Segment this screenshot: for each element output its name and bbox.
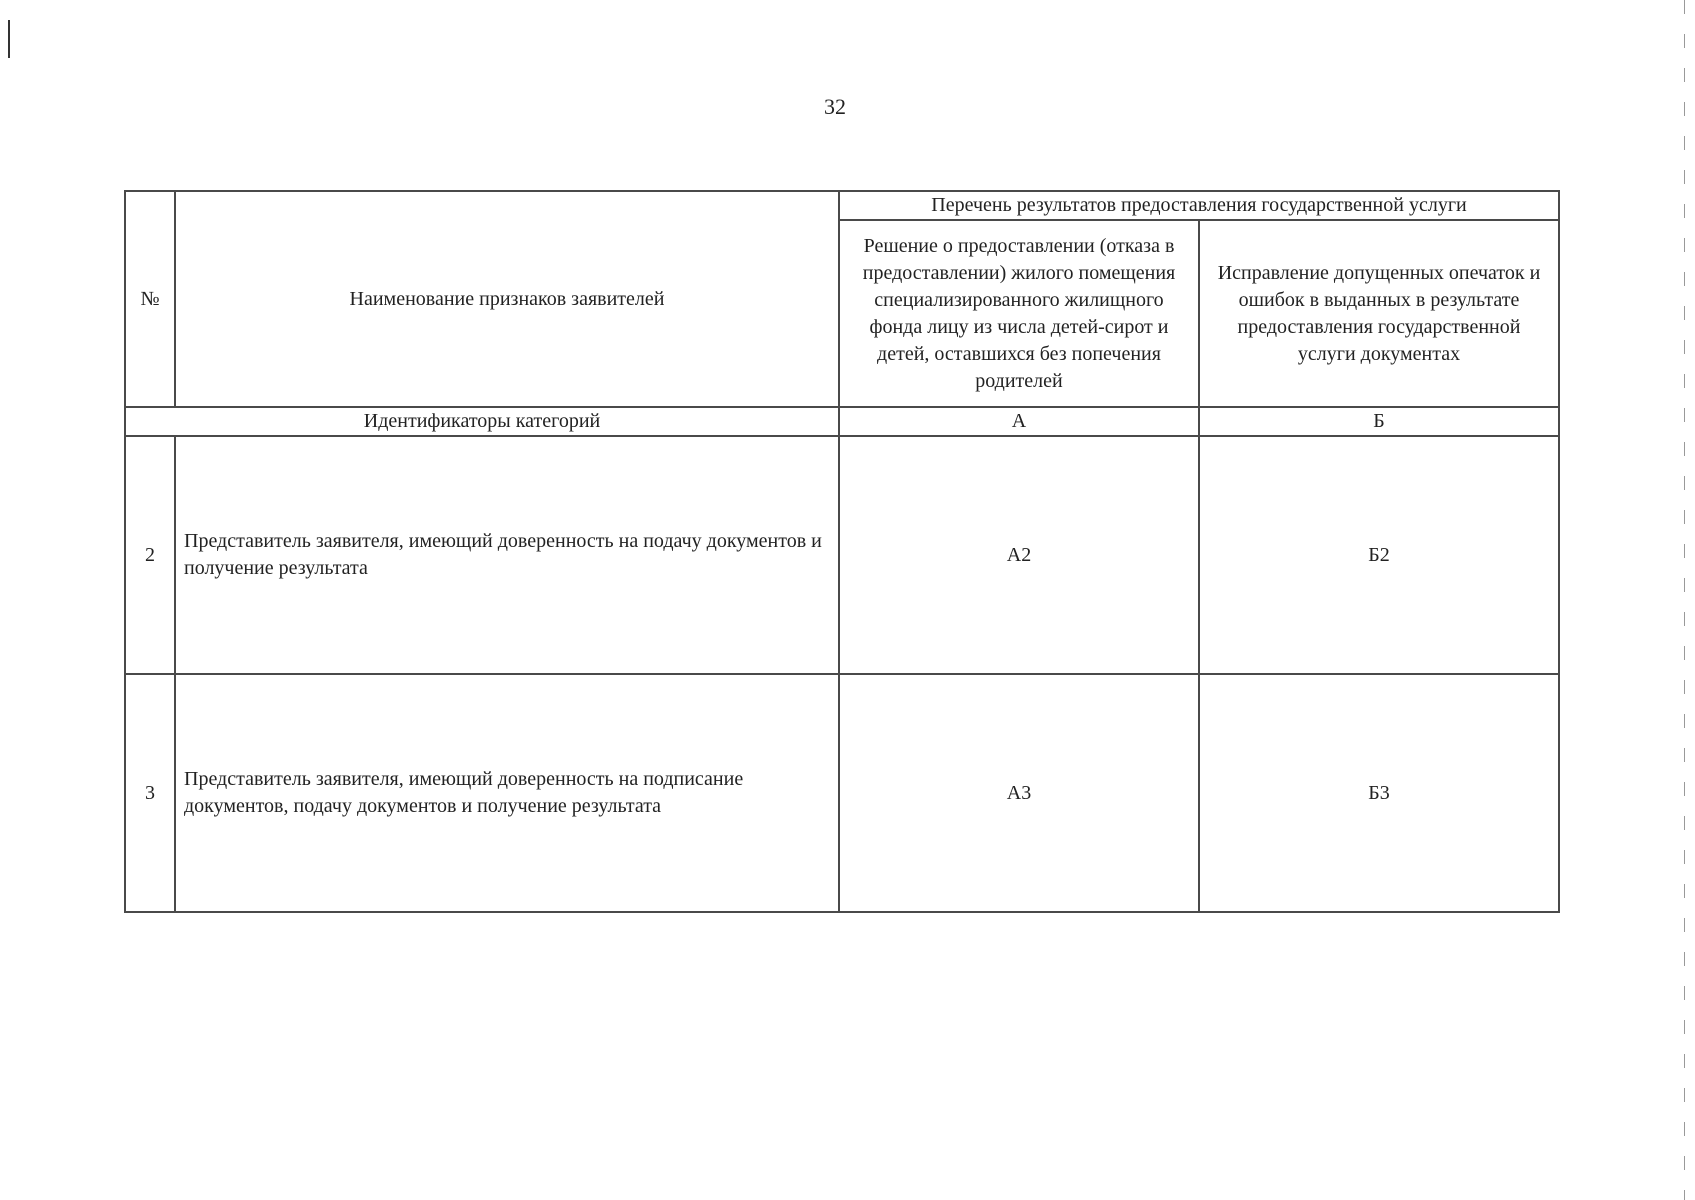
row-number: 3 bbox=[125, 674, 175, 912]
table-header-row-top bbox=[125, 191, 1559, 220]
category-identifiers-row bbox=[125, 407, 1559, 436]
row-number: 2 bbox=[125, 436, 175, 674]
category-identifier-b: Б bbox=[1199, 407, 1559, 436]
row-applicant-attribute: Представитель заявителя, имеющий доверенность на подписание документов, подачу документов и получение результата bbox=[175, 674, 839, 912]
table-row bbox=[125, 436, 1559, 674]
table-row bbox=[125, 674, 1559, 912]
scan-edge-line bbox=[1684, 0, 1685, 1200]
category-identifiers-label: Идентификаторы категорий bbox=[125, 407, 839, 436]
category-identifier-a: А bbox=[839, 407, 1199, 436]
row-result-b-code: Б2 bbox=[1199, 436, 1559, 674]
scan-edge-mark bbox=[8, 20, 10, 58]
header-results-list: Перечень результатов предоставления государственной услуги bbox=[839, 191, 1559, 220]
header-result-a: Решение о предоставлении (отказа в предоставлении) жилого помещения специализированного жилищного фонда лицу из числа детей-сирот и детей, оставшихся без попечения родителей bbox=[839, 220, 1199, 407]
header-number: № bbox=[125, 191, 175, 407]
row-applicant-attribute: Представитель заявителя, имеющий доверенность на подачу документов и получение результата bbox=[175, 436, 839, 674]
row-result-b-code: Б3 bbox=[1199, 674, 1559, 912]
row-result-a-code: А2 bbox=[839, 436, 1199, 674]
applicant-categories-table bbox=[124, 190, 1560, 913]
header-result-b: Исправление допущенных опечаток и ошибок в выданных в результате предоставления государственной услуги документах bbox=[1199, 220, 1559, 407]
page-number: 32 bbox=[824, 94, 846, 119]
header-applicant-attributes: Наименование признаков заявителей bbox=[175, 191, 839, 407]
row-result-a-code: А3 bbox=[839, 674, 1199, 912]
